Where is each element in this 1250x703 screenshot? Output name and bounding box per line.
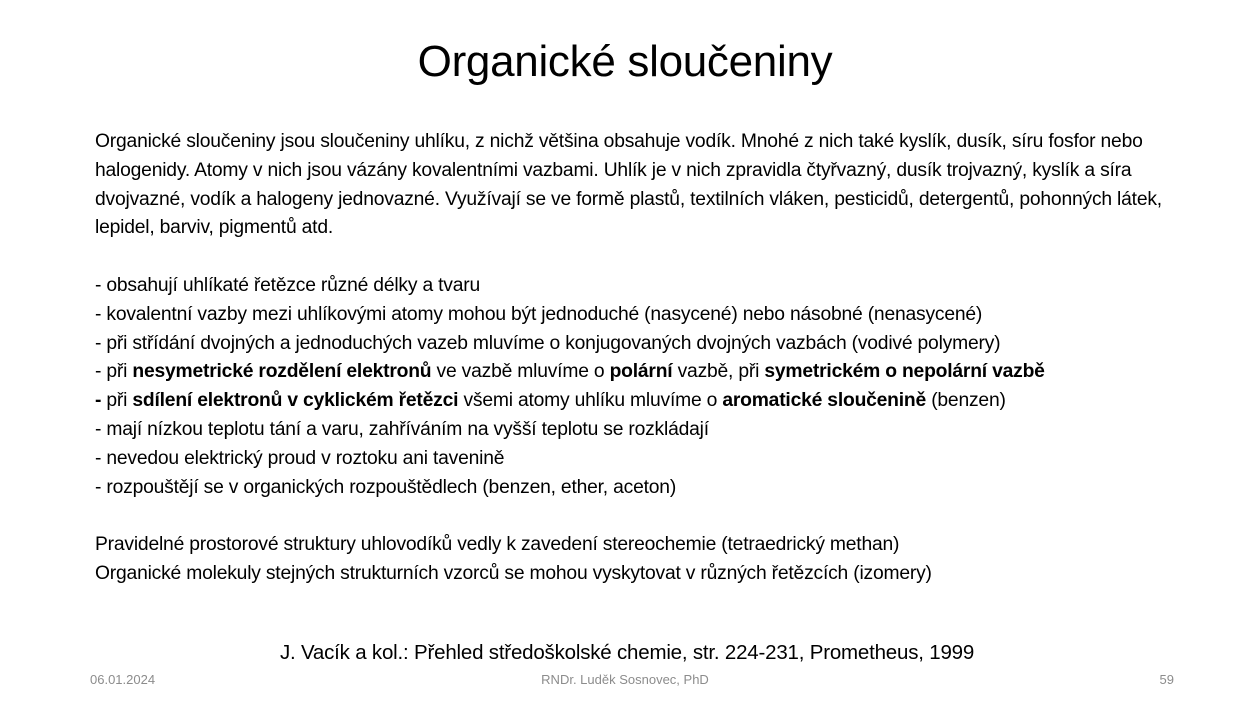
list-item-polarity [95,358,1205,387]
list-item: - rozpouštějí se v organických rozpouštědlech (benzen, ether, aceton) [95,476,677,498]
list-item-text: všemi atomy uhlíku mluvíme o [458,390,723,412]
bold-term: polární [609,361,673,383]
slide-number: 59 [1159,672,1174,687]
bold-term: aromatické sloučenině [722,390,927,412]
list-item-text: při [106,390,133,412]
footer-author: RNDr. Luděk Sosnovec, PhD [541,672,709,687]
slide-content [95,128,1205,589]
slide-title: Organické sloučeniny [417,37,833,86]
bold-term: symetrickém o nepolární vazbě [764,361,1045,383]
bold-term: sdílení elektronů v cyklickém řetězci [132,390,459,412]
list-item: - obsahují uhlíkaté řetězce různé délky a tvaru [95,274,481,296]
list-item-text: (benzen) [926,390,1006,412]
intro-paragraph: Organické sloučeniny jsou sloučeniny uhlíku, z nichž většina obsahuje vodík. Mnohé z nich také kyslík, dusík, síru fosfor nebo halogenidy. Atomy v nich jsou vázány kovalentními vazbami. Uhlík je v nich zpravidla čtyřvazný, dusík trojvazný, kyslík a síra dvojvazné, vodík a halogeny jednovazné. Využívají se ve formě plastů, textilních vláken, pesticidů, detergentů, pohonných látek, lepidel, barviv, pigmentů atd. [95,131,1162,239]
list-item-aromatic [95,387,1205,416]
bold-term: nesymetrické rozdělení elektronů [132,361,432,383]
list-item: - kovalentní vazby mezi uhlíkovými atomy mohou být jednoduché (nasycené) nebo násobné (nenasycené) [95,303,983,325]
closing-line: Pravidelné prostorové struktury uhlovodíků vedly k zavedení stereochemie (tetraedrický methan) [95,534,900,556]
list-item: - nevedou elektrický proud v roztoku ani tavenině [95,447,505,469]
list-item-text: vazbě, při [672,361,765,383]
bold-dash: - [95,390,107,412]
property-list [95,272,1205,502]
list-item: - při střídání dvojných a jednoduchých vazeb mluvíme o konjugovaných dvojných vazbách (vodivé polymery) [95,332,1001,354]
spacer [95,502,1205,531]
closing-line: Organické molekuly stejných strukturních vzorců se mohou vyskytovat v různých řetězcích (izomery) [95,562,932,584]
spacer [95,243,1205,272]
list-item: - mají nízkou teplotu tání a varu, zahříváním na vyšší teplotu se rozkládají [95,418,709,440]
footer-date: 06.01.2024 [90,672,156,687]
list-item-text: - při [95,361,133,383]
reference-citation: J. Vacík a kol.: Přehled středoškolské chemie, str. 224-231, Prometheus, 1999 [279,641,975,664]
list-item-text: ve vazbě mluvíme o [431,361,610,383]
